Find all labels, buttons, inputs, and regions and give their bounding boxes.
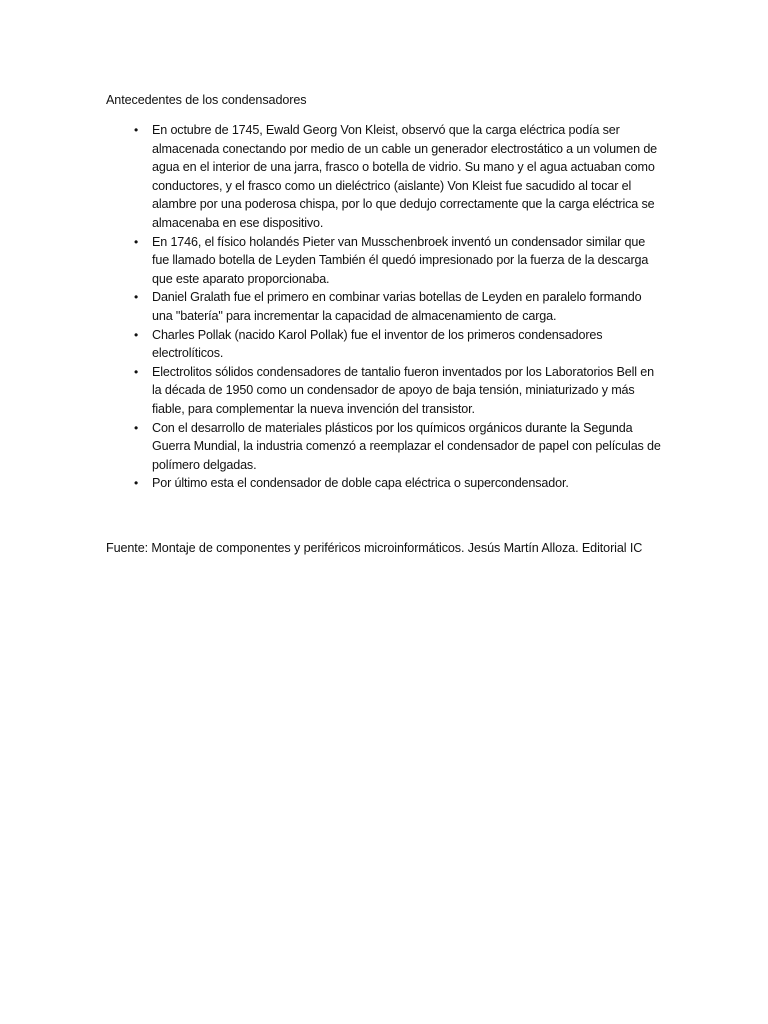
list-item [133, 363, 662, 419]
bullet-icon: • [133, 476, 139, 491]
source-citation: Fuente: Montaje de componentes y periféricos microinformáticos. Jesús Martín Alloza. Editorial IC [106, 541, 643, 555]
list-item [133, 233, 662, 289]
list-item-text: En 1746, el físico holandés Pieter van Musschenbroek inventó un condensador similar que fue llamado botella de Leyden También él quedó impresionado por la fuerza de la descarga que este aparato proporcionaba. [152, 234, 649, 286]
document-heading: Antecedentes de los condensadores [106, 93, 307, 107]
list-item-text: En octubre de 1745, Ewald Georg Von Kleist, observó que la carga eléctrica podía ser almacenada conectando por medio de un cable un generador electrostático a un volumen de agua en el interior de una jarra, frasco o botella de vidrio. Su mano y el agua actuaban como conductores, y el frasco como un dieléctrico (aislante) Von Kleist fue sacudido al tocar el alambre por una poderosa chispa, por lo que dedujo correctamente que la carga eléctrica se almacenaba en ese dispositivo. [152, 123, 658, 230]
bullet-icon: • [133, 364, 139, 379]
list-item [133, 474, 662, 493]
history-bullet-list [133, 121, 662, 493]
bullet-icon: • [133, 123, 139, 137]
list-item-text: Por último esta el condensador de doble capa eléctrica o supercondensador. [152, 476, 569, 491]
list-item [133, 419, 662, 475]
bullet-icon: • [133, 234, 139, 249]
bullet-icon: • [133, 327, 139, 342]
list-item-text: Daniel Gralath fue el primero en combinar varias botellas de Leyden en paralelo formando una "batería" para incrementar la capacidad de almacenamiento de carga. [152, 290, 642, 323]
list-item [133, 326, 662, 363]
bullet-icon: • [133, 420, 139, 435]
list-item-text: Charles Pollak (nacido Karol Pollak) fue el inventor de los primeros condensadores electrolíticos. [152, 327, 603, 361]
list-item [133, 121, 662, 233]
bullet-icon: • [133, 290, 139, 305]
list-item-text: Con el desarrollo de materiales plásticos por los químicos orgánicos durante la Segunda Guerra Mundial, la industria comenzó a reemplazar el condensador de papel con películas de polímero delgadas. [152, 420, 661, 472]
list-item [133, 288, 662, 325]
list-item-text: Electrolitos sólidos condensadores de tantalio fueron inventados por los Laboratorios Bell en la década de 1950 como un condensador de apoyo de baja tensión, miniaturizado y más fiable, para complementar la nueva invención del transistor. [152, 364, 655, 416]
